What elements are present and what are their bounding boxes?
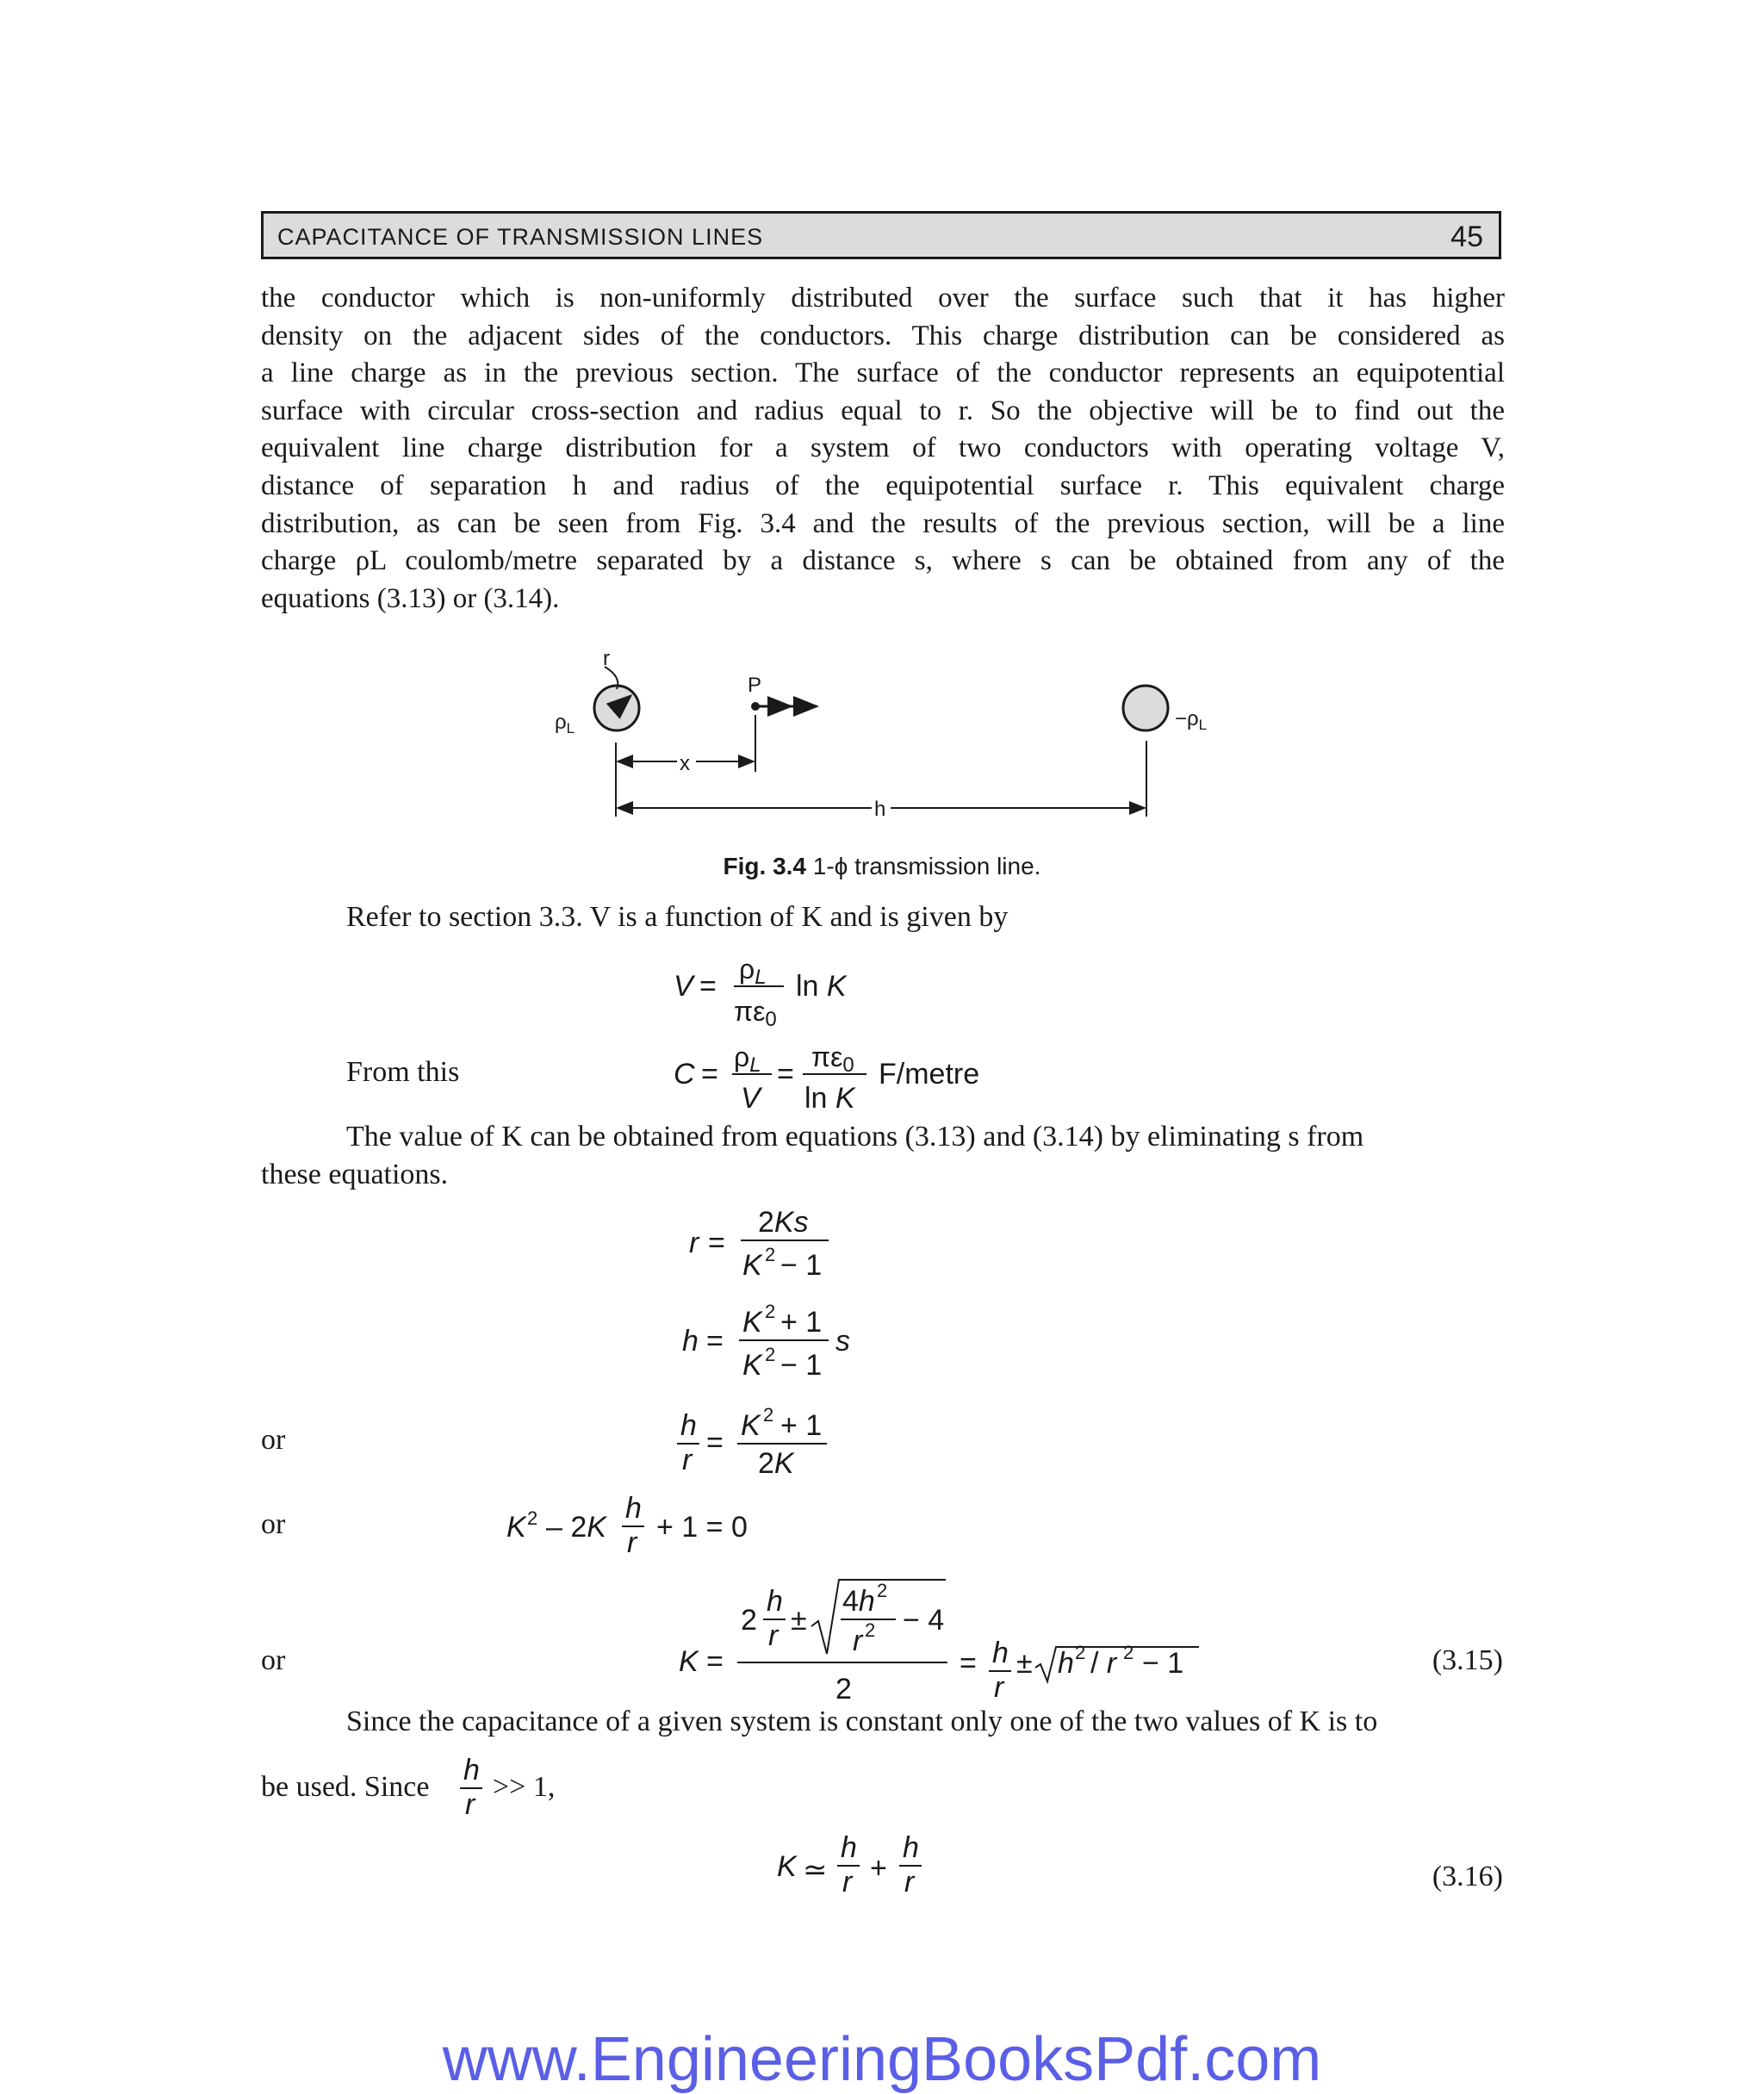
x-label: x <box>680 752 690 775</box>
eq-quadratic <box>506 1492 748 1559</box>
radius-label: r <box>603 647 610 670</box>
right-conductor <box>1123 686 1168 730</box>
eq-k-approx <box>777 1831 922 1898</box>
svg-text:ln K: ln K <box>796 970 847 1003</box>
svg-text:r: r <box>465 1788 475 1821</box>
svg-text:K: K <box>742 1249 762 1282</box>
svg-text:=: = <box>699 970 717 1003</box>
svg-text:− 1: − 1 <box>780 1349 823 1382</box>
or-label-3: or <box>261 1644 286 1676</box>
svg-text:2: 2 <box>1075 1642 1086 1663</box>
svg-text:K: K <box>506 1511 526 1544</box>
svg-text:+ 1 = 0: + 1 = 0 <box>656 1511 748 1544</box>
svg-text:2: 2 <box>527 1507 538 1529</box>
equation-number-3-15: (3.15) <box>1432 1644 1503 1676</box>
svg-text:=: = <box>701 1058 718 1090</box>
intro-line: charge ρL coulomb/metre separated by a distance s, where s can be obtained from any of the <box>261 545 1505 577</box>
equation-number-3-16: (3.16) <box>1432 1861 1503 1892</box>
or-label-2: or <box>261 1508 286 1540</box>
chapter-title: CAPACITANCE OF TRANSMISSION LINES <box>277 224 764 250</box>
svg-text:ρL: ρL <box>739 954 767 989</box>
intro-line: distance of separation h and radius of the equipotential surface r. This equivalent charge <box>261 469 1505 501</box>
eq-k-solution <box>679 1580 1199 1706</box>
eq-voltage <box>674 954 848 1031</box>
since-line-1: Since the capacitance of a given system is constant only one of the two values of K is to <box>346 1706 1378 1737</box>
value-of-k-line-1: The value of K can be obtained from equations (3.13) and (3.14) by eliminating s from <box>346 1121 1364 1153</box>
eq-h-over-r <box>677 1404 827 1480</box>
eq-r <box>689 1206 829 1282</box>
svg-text:2: 2 <box>1123 1642 1134 1663</box>
intro-line: distribution, as can be seen from Fig. 3.4 and the results of the previous section, will be a line <box>261 507 1505 539</box>
svg-text:K: K <box>742 1306 762 1339</box>
svg-text:h: h <box>1058 1647 1074 1680</box>
svg-text:– 2K: – 2K <box>546 1511 606 1544</box>
svg-text:+ 1: + 1 <box>780 1306 823 1339</box>
svg-text:2: 2 <box>741 1604 757 1637</box>
transmission-line-figure <box>0 0 1764 861</box>
svg-text:r: r <box>689 1227 699 1259</box>
svg-text:K: K <box>742 1349 762 1382</box>
svg-text:r: r <box>994 1671 1004 1704</box>
intro-line: equations (3.13) or (3.14). <box>261 582 560 614</box>
svg-text:r: r <box>904 1866 915 1898</box>
svg-text:2K: 2K <box>758 1447 794 1480</box>
svg-text:K: K <box>777 1850 797 1883</box>
rho-left-label: $\rho_L$ <box>555 711 575 736</box>
value-of-k-line-2: these equations. <box>261 1159 449 1190</box>
svg-text:=: = <box>960 1647 977 1680</box>
intro-line: density on the adjacent sides of the conductors. This charge distribution can be considered as <box>261 320 1505 351</box>
svg-text:h: h <box>680 1409 697 1442</box>
svg-text:2: 2 <box>835 1673 852 1706</box>
svg-text:2: 2 <box>763 1404 774 1426</box>
svg-text:K: K <box>741 1409 761 1442</box>
svg-text:2: 2 <box>877 1580 888 1601</box>
units-label: F/metre <box>879 1058 980 1090</box>
svg-text:4h: 4h <box>842 1585 875 1618</box>
svg-text:≃: ≃ <box>803 1854 828 1886</box>
svg-text:s: s <box>835 1325 850 1358</box>
svg-text:=: = <box>777 1058 794 1090</box>
svg-text:K: K <box>679 1645 699 1678</box>
eq-h <box>682 1301 850 1382</box>
svg-text:=: = <box>706 1426 724 1459</box>
svg-text:h: h <box>841 1831 857 1864</box>
svg-text:C: C <box>674 1058 695 1090</box>
svg-text:V: V <box>741 1082 761 1115</box>
intro-line: the conductor which is non-uniformly distributed over the surface such that it has higher <box>261 283 1505 314</box>
svg-text:2: 2 <box>865 1619 876 1641</box>
since-suffix: >> 1, <box>493 1771 556 1803</box>
svg-text:h: h <box>625 1492 642 1525</box>
figure-caption <box>0 853 1764 880</box>
svg-text:πε0: πε0 <box>811 1041 854 1077</box>
svg-text:h: h <box>682 1325 699 1358</box>
refer-text: Refer to section 3.3. V is a function of K and is given by <box>346 901 1009 933</box>
svg-text:/ r: / r <box>1090 1647 1117 1680</box>
svg-text:r: r <box>842 1866 853 1898</box>
svg-text:r: r <box>627 1526 637 1559</box>
caption-number: Fig. 3.4 <box>723 853 806 879</box>
svg-text:ρL: ρL <box>734 1041 761 1077</box>
eq-capacitance <box>674 1041 979 1115</box>
since-prefix: be used. Since <box>261 1771 430 1803</box>
svg-text:h: h <box>992 1637 1009 1669</box>
svg-text:ln K: ln K <box>804 1082 855 1115</box>
svg-text:2Ks: 2Ks <box>758 1206 809 1239</box>
svg-text:− 1: − 1 <box>780 1249 823 1282</box>
h-label: h <box>874 798 886 821</box>
eq-since-fraction <box>460 1754 482 1821</box>
svg-text:2: 2 <box>765 1344 776 1365</box>
svg-text:r: r <box>768 1619 779 1652</box>
intro-line: equivalent line charge distribution for a system of two conductors with operating voltage V, <box>261 432 1505 464</box>
svg-text:r: r <box>853 1625 863 1657</box>
svg-text:+: + <box>870 1852 887 1885</box>
svg-text:2: 2 <box>765 1301 776 1322</box>
svg-text:− 4: − 4 <box>903 1604 945 1637</box>
caption-text: 1-ϕ transmission line. <box>812 853 1041 879</box>
svg-text:h: h <box>903 1831 919 1864</box>
point-p-label: P <box>748 674 762 697</box>
svg-text:2: 2 <box>765 1244 776 1265</box>
svg-text:r: r <box>682 1444 693 1476</box>
svg-text:=: = <box>706 1325 724 1358</box>
intro-line: surface with circular cross-section and radius equal to r. So the objective will be to find out the <box>261 395 1505 426</box>
svg-text:h: h <box>463 1754 480 1786</box>
page-number: 45 <box>1450 221 1483 253</box>
intro-line: a line charge as in the previous section. The surface of the conductor represents an equipotential <box>261 357 1505 389</box>
svg-text:− 1: − 1 <box>1142 1647 1184 1680</box>
from-this-label: From this <box>346 1056 460 1088</box>
or-label-1: or <box>261 1424 286 1456</box>
svg-text:=: = <box>706 1645 724 1678</box>
svg-text:+ 1: + 1 <box>780 1409 823 1442</box>
svg-text:πε0: πε0 <box>734 996 777 1031</box>
svg-text:=: = <box>708 1227 725 1259</box>
footer-url[interactable]: www.EngineeringBooksPdf.com <box>442 2025 1322 2094</box>
svg-text:h: h <box>767 1585 783 1618</box>
svg-text:±: ± <box>791 1604 807 1637</box>
rho-right-label: $-\rho_L$ <box>1175 707 1208 733</box>
svg-text:±: ± <box>1016 1647 1033 1680</box>
svg-text:V: V <box>674 970 693 1003</box>
